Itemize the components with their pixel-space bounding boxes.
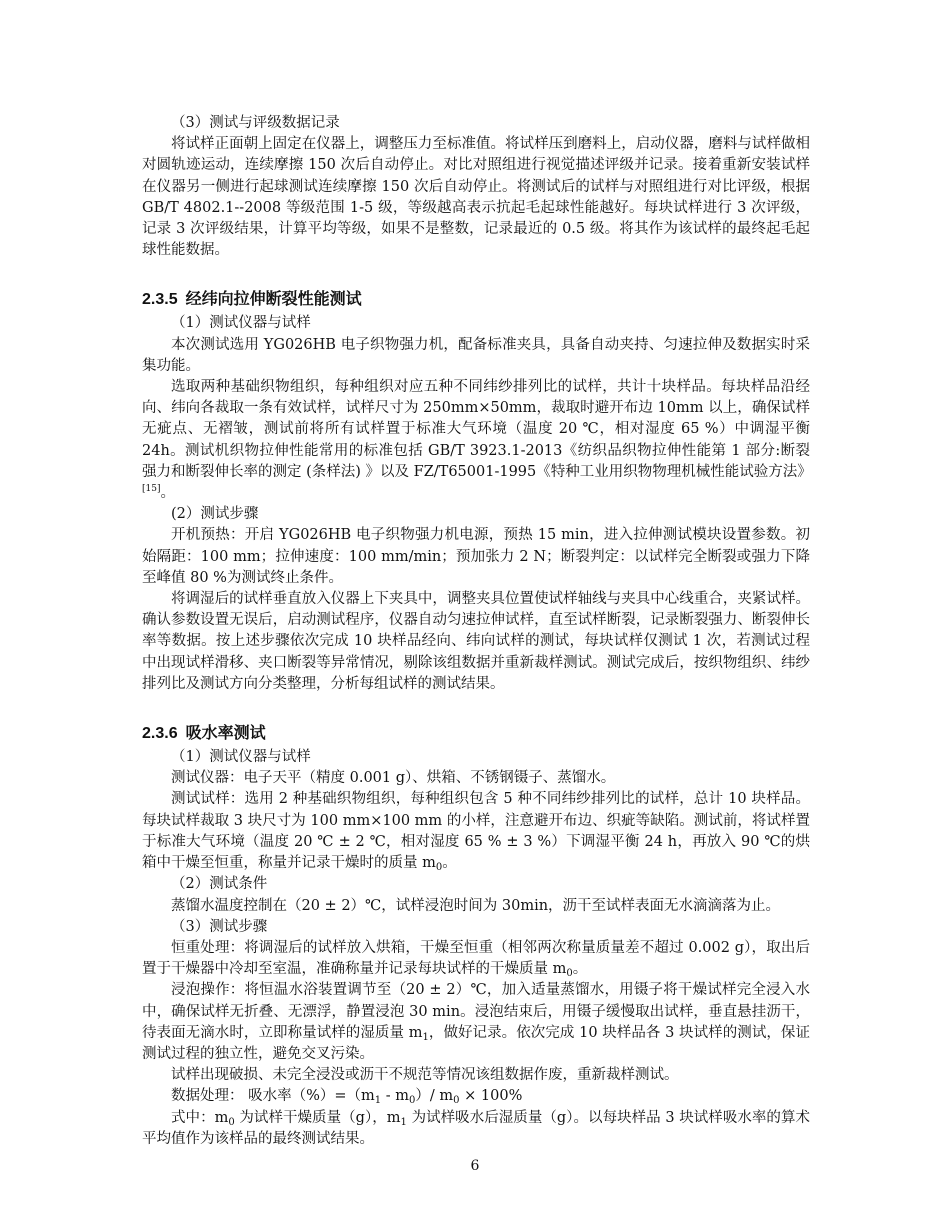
section-title: 吸水率测试	[185, 725, 266, 743]
section-heading-2-3-6	[142, 723, 810, 745]
paragraph-formula	[142, 1086, 810, 1107]
paragraph-tensile-procedure: 将调湿后的试样垂直放入仪器上下夹具中，调整夹具位置使试样轴线与夹具中心线重合，夹紧试样。确认参数设置无误后，启动测试程序，仪器自动匀速拉伸试样，直至试样断裂，记录断裂强力、断裂伸长率等数据。按上述步骤依次完成 10 块样品经向、纬向试样的测试，每块试样仅测试 1 次，若测试过程中出现试样滑移、夹口断裂等异常情况，剔除该组数据并重新裁样测试。测试完成后，按织物组织、纬纱排列比及测试方向分类整理，分析每组试样的测试结果。	[142, 591, 810, 692]
subscript: 0	[566, 968, 573, 980]
paragraph-text: 式中：m	[171, 1109, 229, 1126]
paragraph-end: 。	[160, 485, 175, 502]
paragraph-formula-explanation	[142, 1108, 810, 1150]
paragraph-preheat: 开机预热：开启 YG026HB 电子织物强力机电源，预热 15 min，进入拉伸测试模块设置参数。初始隔距：100 mm；拉伸速度：100 mm/min；预加张力 2 N；断裂判定：以试样完全断裂或强力下降至峰值 80 %为测试终止条件。	[142, 527, 810, 586]
page-number: 6	[470, 1158, 480, 1174]
paragraph-constant-weight	[142, 938, 810, 980]
paragraph-soaking	[142, 980, 810, 1065]
paragraph-sample-prep	[142, 377, 810, 504]
formula-text: 数据处理： 吸水率（%）=（m	[171, 1088, 375, 1105]
subheading-test-and-rating: （3）测试与评级数据记录	[171, 115, 340, 131]
paragraph-invalid-data: 试样出现破损、未完全浸没或沥干不规范等情况该组数据作废，重新裁样测试。	[171, 1067, 679, 1084]
paragraph-text: 选取两种基础织物组织，每种组织对应五种不同纬纱排列比的试样，共计十块样品。每块样品沿经向、纬向各裁取一条有效试样，试样尺寸为 250mm×50mm，裁取时避开布边 10mm 以上，确保试样无疵点、无褶皱，测试前将所有试样置于标准大气环境（温度 20 ℃，相对湿度 65 %）中调湿平衡 24h。测试机织物拉伸性能常用的标准包括 GB/T 3923.1-2013《纺织品织物拉伸性能第 1 部分:断裂强力和断裂伸长率的测定 (条样法) 》以及 FZ/T65001-1995《特种工业用织物物理机械性能试验方法》	[142, 379, 812, 480]
subscript: 1	[422, 1031, 429, 1043]
paragraph-text: 浸泡操作：将恒温水浴装置调节至（20 ± 2）℃，加入适量蒸馏水，用镊子将干燥试样完全浸入水中，确保试样无折叠、无漂浮，静置浸泡 30 min。浸泡结束后，用镊子缓慢取出试样，垂直悬挂沥干，待表面无滴水时，立即称量试样的湿质量 m	[142, 982, 810, 1041]
subheading-test-steps: (2）测试步骤	[171, 506, 259, 523]
subscript: 0	[453, 1095, 460, 1107]
paragraph-samples	[142, 789, 810, 874]
section-title: 经纬向拉伸断裂性能测试	[185, 291, 362, 309]
paragraph-text-cont: ，做好记录。依次完成 10 块样品各 3 块试样的测试，保证测试过程的独立性，避免交叉污染。	[142, 1024, 810, 1062]
section-number: 2.3.6	[142, 725, 178, 743]
paragraph-end: 。	[442, 855, 457, 872]
subscript: 0	[228, 1116, 235, 1128]
paragraph-instrument: 本次测试选用 YG026HB 电子织物强力机，配备标准夹具，具备自动夹持、匀速拉伸及数据实时采集功能。	[142, 336, 810, 374]
formula-text: - m	[381, 1088, 410, 1105]
subheading-instrument-and-sample: （1）测试仪器与试样	[171, 315, 311, 332]
formula-text: ）/ m	[415, 1088, 454, 1105]
subheading-test-steps: （3）测试步骤	[171, 918, 268, 935]
citation-reference: [15]	[142, 484, 161, 495]
page-body	[142, 113, 810, 1150]
paragraph-text: 恒重处理：将调湿后的试样放入烘箱，干燥至恒重（相邻两次称量质量差不超过 0.002 g），取出后置于干燥器中冷却至室温，准确称量并记录每块试样的干燥质量 m	[142, 939, 810, 978]
section-heading-2-3-5	[142, 289, 810, 311]
formula-text: × 100%	[459, 1088, 523, 1105]
subheading-instrument-and-sample: （1）测试仪器与试样	[171, 749, 311, 766]
paragraph-conditions: 蒸馏水温度控制在（20 ± 2）℃，试样浸泡时间为 30min，沥干至试样表面无水滴滴落为止。	[171, 897, 781, 914]
paragraph-text: 为试样吸水后湿质量（g）。以每块样品 3 块试样吸水率的算术平均值作为该样品的最终测试结果。	[142, 1109, 811, 1147]
subscript: 1	[400, 1116, 407, 1128]
subscript: 0	[409, 1095, 416, 1107]
subheading-test-conditions: （2）测试条件	[171, 876, 268, 893]
paragraph-text: 为试样干燥质量（g），m	[234, 1109, 401, 1126]
paragraph-text: 测试试样：选用 2 种基础织物组织，每种组织包含 5 种不同纬纱排列比的试样，总计 10 块样品。每块试样裁取 3 块尺寸为 100 mm×100 mm 的小样，注意避开布边、织疵等缺陷。测试前，将试样置于标准大气环境（温度 20 ℃ ± 2 ℃，相对湿度 65 % ± 3 %）下调湿平衡 24 h，再放入 90 ℃的烘箱中干燥至恒重，称量并记录干燥时的质量 m	[142, 791, 810, 872]
subscript: 0	[435, 862, 443, 874]
subscript: 1	[374, 1095, 382, 1107]
section-number: 2.3.5	[142, 291, 178, 309]
paragraph-instruments: 测试仪器：电子天平（精度 0.001 g）、烘箱、不锈钢镊子、蒸馏水。	[171, 770, 616, 787]
paragraph-rating-procedure: 将试样正面朝上固定在仪器上，调整压力至标准值。将试样压到磨料上，启动仪器，磨料与试样做相对圆轨迹运动，连续摩擦 150 次后自动停止。对比对照组进行视觉描述评级并记录。接着重新安装试样在仪器另一侧进行起球测试连续摩擦 150 次后自动停止。将测试后的试样与对照组进行对比评级，根据 GB/T 4802.1--2008 等级范围 1-5 级，等级越高表示抗起毛起球性能越好。每块试样进行 3 次评级，记录 3 次评级结果，计算平均等级，如果不是整数，记录最近的 0.5 级。将其作为该试样的最终起毛起球性能数据。	[142, 136, 810, 259]
paragraph-end: 。	[572, 961, 588, 978]
